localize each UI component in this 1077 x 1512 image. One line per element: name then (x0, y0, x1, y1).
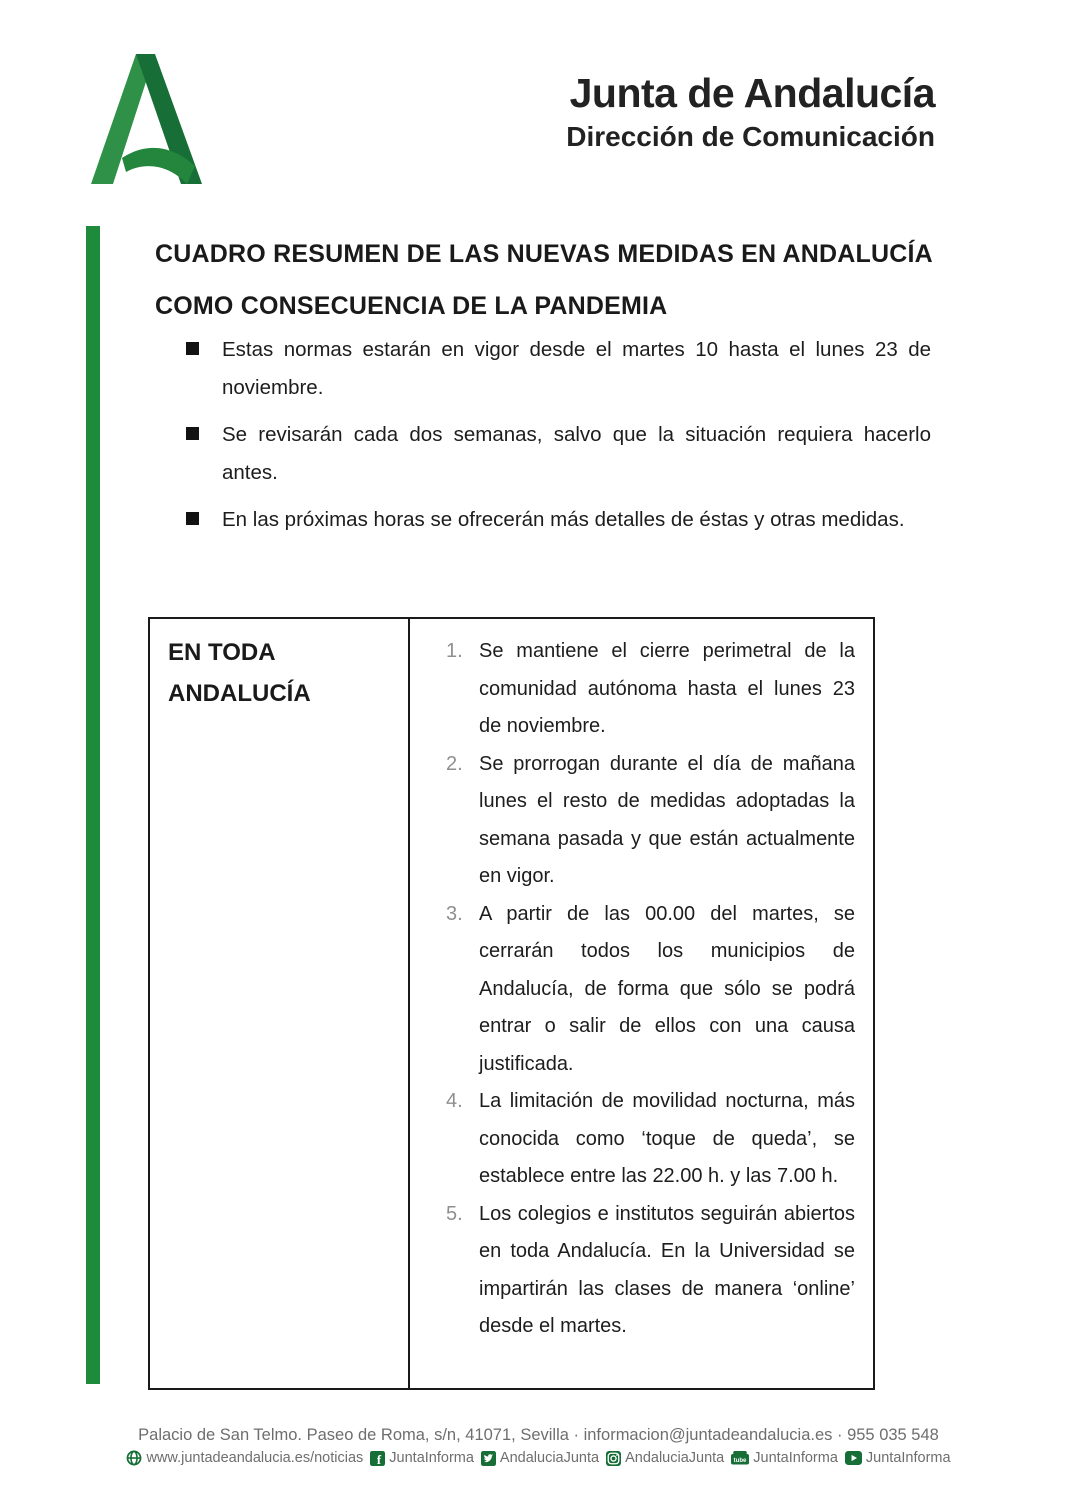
bullet-text: Estas normas estarán en vigor desde el martes 10 hasta el lunes 23 de noviembre. (222, 338, 931, 399)
measure-item-3: A partir de las 00.00 del martes, se cerrarán todos los municipios de Andalucía, de forma que sólo se podrá entrar o salir de ellos con una causa justificada. (479, 902, 855, 1075)
footer-social-line (0, 1450, 1077, 1466)
square-bullet-icon (186, 427, 199, 440)
header-brand (566, 70, 935, 154)
measures-table (148, 617, 875, 1390)
measure-item-2: Se prorrogan durante el día de mañana lunes el resto de medidas adoptadas la semana pasada y que están actualmente en vigor. (479, 752, 855, 887)
youtube-play-icon (845, 1451, 862, 1465)
list-item (186, 501, 931, 539)
footer-contact-line: Palacio de San Telmo. Paseo de Roma, s/n, 41071, Sevilla · informacion@juntadeandalucia.es · 955 035 548 (138, 1426, 939, 1444)
footer-link-label: www.juntadeandalucia.es/noticias (146, 1450, 364, 1466)
square-bullet-icon (186, 342, 199, 355)
instagram-icon (606, 1451, 621, 1466)
page-footer (0, 1424, 1077, 1466)
footer-link-instagram[interactable] (606, 1450, 724, 1466)
globe-icon (126, 1450, 142, 1466)
list-item (186, 331, 931, 407)
footer-link-youtube-tv[interactable] (731, 1450, 838, 1466)
facebook-icon (370, 1451, 385, 1466)
measure-item-1: Se mantiene el cierre perimetral de la comunidad autónoma hasta el lunes 23 de noviembre. (479, 640, 855, 737)
brand-subtitle: Dirección de Comunicación (566, 121, 935, 152)
bullet-text: En las próximas horas se ofrecerán más detalles de éstas y otras medidas. (222, 508, 905, 531)
twitter-icon (481, 1451, 496, 1466)
footer-link-twitter[interactable] (481, 1450, 599, 1466)
measure-item-5: Los colegios e institutos seguirán abiertos en toda Andalucía. En la Universidad se impartirán las clases de manera ‘online’ desde el martes. (479, 1202, 855, 1337)
footer-link-label: JuntaInforma (753, 1450, 838, 1466)
page-title-line-1: CUADRO RESUMEN DE LAS NUEVAS MEDIDAS EN ANDALUCÍA (155, 240, 933, 268)
brand-title: Junta de Andalucía (569, 70, 935, 116)
footer-link-label: AndaluciaJunta (499, 1450, 600, 1466)
intro-bullet-list (186, 331, 931, 548)
page-title-line-2: COMO CONSECUENCIA DE LA PANDEMIA (155, 292, 668, 320)
page-title (155, 228, 945, 332)
footer-link-label: AndaluciaJunta (625, 1450, 725, 1466)
youtube-tv-icon (731, 1451, 749, 1466)
footer-link-youtube[interactable] (845, 1450, 951, 1466)
footer-link-facebook[interactable] (370, 1450, 474, 1466)
svg-text:tube: tube (733, 1457, 747, 1464)
table-region-header: EN TODA ANDALUCÍA (150, 619, 410, 1388)
footer-link-label: JuntaInforma (389, 1450, 474, 1466)
list-item (186, 416, 931, 492)
measure-item-4: La limitación de movilidad nocturna, más conocida como ‘toque de queda’, se establece entre las 22.00 h. y las 7.00 h. (479, 1090, 855, 1187)
bullet-text: Se revisarán cada dos semanas, salvo que la situación requiera hacerlo antes. (222, 423, 931, 484)
junta-andalucia-logo-icon (84, 54, 208, 184)
square-bullet-icon (186, 512, 199, 525)
measures-numbered-list (446, 633, 855, 1346)
footer-link-label: JuntaInforma (865, 1450, 951, 1466)
svg-text:f: f (377, 1452, 382, 1466)
green-vertical-rule (86, 226, 100, 1384)
footer-link-web[interactable] (126, 1450, 363, 1466)
table-measures-cell (410, 619, 873, 1388)
